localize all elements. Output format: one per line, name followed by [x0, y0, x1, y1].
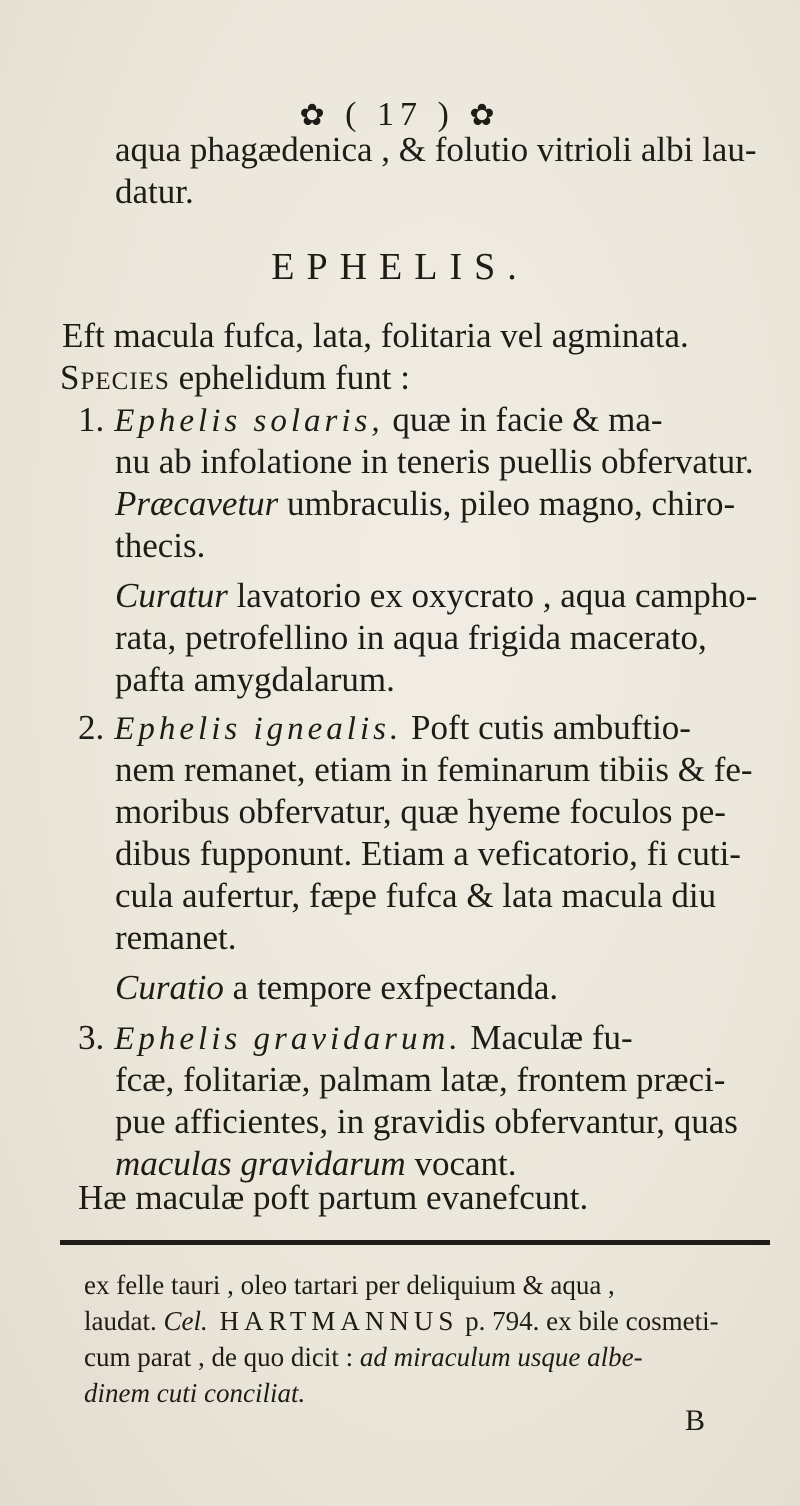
species-1-heading	[78, 400, 663, 441]
text-span: a tempore exfpectanda.	[223, 968, 559, 1007]
text-span: Poft cutis ambuftio-	[402, 708, 691, 747]
footnote-line	[84, 1376, 305, 1410]
text-line: nu ab infolatione in teneris puellis obfervatur.	[115, 442, 754, 481]
page-header	[0, 96, 800, 134]
italic-quote: ad miraculum usque albe-	[359, 1342, 643, 1372]
text-line	[115, 484, 735, 524]
species-name: Ephelis solaris,	[114, 403, 384, 439]
text-line: pue afficientes, in gravidis obfervantur, quas	[115, 1102, 738, 1141]
text-line: pafta amygdalarum.	[115, 660, 395, 699]
species-name: Ephelis ignealis.	[114, 711, 403, 747]
species-2-heading	[78, 708, 691, 749]
text-line: dibus fupponunt. Etiam a veficatorio, fi cuti-	[115, 834, 741, 873]
text-span: cum parat , de quo dicit :	[84, 1342, 360, 1372]
species-number: 3.	[78, 1018, 105, 1057]
text-span: vocant.	[405, 1144, 517, 1183]
species-3-heading	[78, 1018, 633, 1059]
text-line	[115, 968, 558, 1008]
text-line: aqua phagædenica , & folutio vitrioli albi lau-	[115, 130, 757, 169]
species-intro-rest: ephelidum funt :	[169, 358, 410, 397]
text-span: lavatorio ex oxycrato , aqua campho-	[227, 576, 758, 615]
definition-line: Eft macula fufca, lata, folitaria vel agminata.	[62, 316, 689, 355]
text-line: datur.	[115, 172, 194, 211]
text-line: Hæ maculæ poft partum evanefcunt.	[78, 1178, 589, 1217]
footnote-line	[84, 1304, 719, 1338]
text-span: quæ in facie & ma-	[383, 400, 663, 439]
author-name: HARTMANNUS	[207, 1306, 459, 1336]
species-name: Ephelis gravidarum.	[114, 1021, 462, 1057]
italic-term: Præcavetur	[115, 484, 279, 523]
text-span: Maculæ fu-	[461, 1018, 633, 1057]
ornament-left-icon: ✿	[299, 99, 331, 132]
text-line: moribus obfervatur, quæ hyeme foculos pe-	[115, 792, 726, 831]
footnote-line: ex felle tauri , oleo tartari per deliquium & aqua ,	[84, 1270, 615, 1300]
italic-term: Cel.	[163, 1306, 208, 1336]
footnote-rule	[60, 1240, 770, 1245]
text-span: laudat.	[84, 1306, 164, 1336]
italic-term: maculas gravidarum	[115, 1144, 406, 1183]
section-title: EPHELIS.	[271, 246, 529, 288]
text-line	[115, 576, 757, 616]
italic-term: Curatio	[115, 968, 224, 1007]
text-line: nem remanet, etiam in feminarum tibiis & fe-	[115, 750, 753, 789]
text-line: fcæ, folitariæ, palmam latæ, frontem præci-	[115, 1060, 726, 1099]
text-span: p. 794. ex bile cosmeti-	[458, 1306, 719, 1336]
ornament-right-icon: ✿	[469, 99, 501, 132]
footnote-line	[84, 1340, 643, 1374]
species-label: Species	[60, 358, 170, 397]
species-intro	[60, 358, 410, 398]
italic-term: Curatur	[115, 576, 228, 615]
page-number: ( 17 )	[345, 96, 455, 133]
text-line: thecis.	[115, 526, 206, 565]
text-span: umbraculis, pileo magno, chiro-	[278, 484, 736, 523]
species-number: 1.	[78, 400, 105, 439]
text-line: remanet.	[115, 918, 237, 957]
species-number: 2.	[78, 708, 105, 747]
text-line: cula aufertur, fæpe fufca & lata macula diu	[115, 876, 717, 915]
text-line: rata, petrofellino in aqua frigida macerato,	[115, 618, 707, 657]
signature-mark: B	[685, 1404, 706, 1437]
italic-quote: dinem cuti conciliat.	[84, 1378, 306, 1408]
